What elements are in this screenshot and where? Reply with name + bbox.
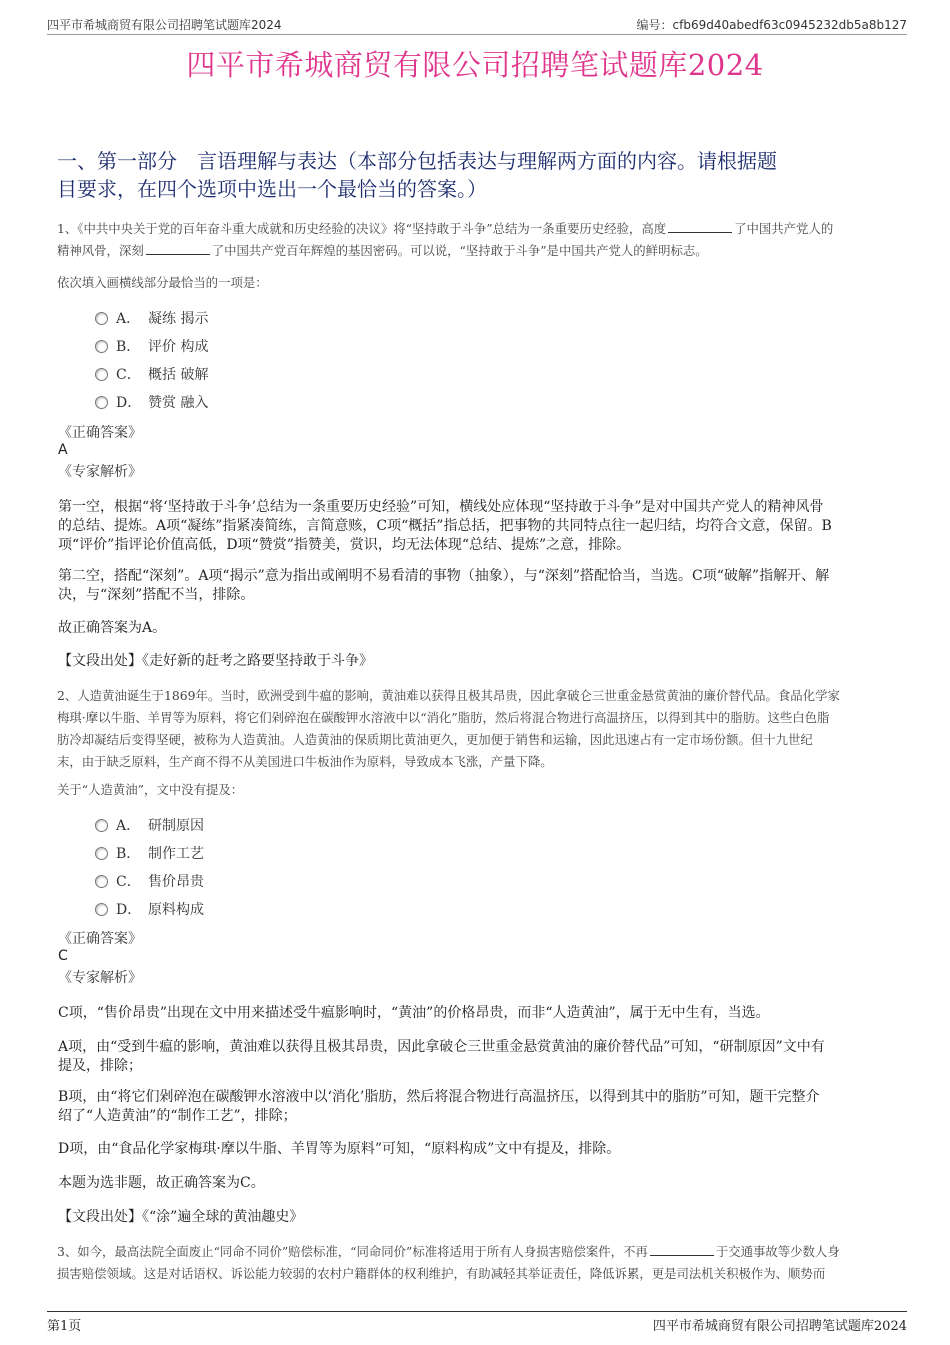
q2-answer: C [58, 948, 68, 964]
q1-option-b[interactable]: B． 评价 构成 [95, 337, 208, 357]
section-heading-line-1: 一、第一部分 言语理解与表达（本部分包括表达与理解两方面的内容。请根据题 [57, 149, 777, 173]
question-1-prompt: 依次填入画横线部分最恰当的一项是： [57, 275, 268, 290]
radio-button[interactable] [95, 396, 108, 409]
q2-analysis-b: B项，由“将它们剁碎泡在碳酸钾水溶液中以‘消化’脂肪，然后将混合物进行高温挤压，以得到其中的脂肪”可知，题干完整介 绍了“人造黄油”的“制作工艺”，排除； [58, 1089, 820, 1124]
q1-text-1b: 了中国共产党人的 [734, 221, 834, 236]
q2-option-d[interactable]: D． 原料构成 [95, 900, 204, 920]
header-title: 四平市希城商贸有限公司招聘笔试题库2024 [47, 18, 282, 32]
q2-analysis-c: C项，“售价昂贵”出现在文中用来描述受牛瘟影响时，“黄油”的价格昂贵，而非“人造黄油”，属于无中生有，当选。 [58, 1005, 770, 1021]
q2-correct-answer-label: 《正确答案》 [58, 931, 142, 947]
q3-blank-1 [650, 1241, 714, 1256]
radio-button[interactable] [95, 875, 108, 888]
q1-text-1a: 1、《中共中央关于党的百年奋斗重大成就和历史经验的决议》将“坚持敢于斗争”总结为一条重要历史经验，高度 [57, 221, 667, 236]
header-doc-id: 编号：cfb69d40abedf63c0945232db5a8b127 [636, 18, 907, 32]
q1-analysis-1: 第一空，根据“将‘坚持敢于斗争’总结为一条重要历史经验”可知，横线处应体现“坚持敢于斗争”是对中国共产党人的精神风骨 的总结、提炼。A项“凝练”指紧凑简练，言简意赅，C项“概括”指总括，把事物的共同特点往一起归结，均符合文意，保留。B 项“评价”指评论价值高低，D项“赞赏”指赞美，赏识，均无法体现“总结、提炼”之意，排除。 [58, 499, 832, 553]
radio-button[interactable] [95, 847, 108, 860]
page-title: 四平市希城商贸有限公司招聘笔试题库2024 [186, 48, 764, 82]
q1-correct-answer-label: 《正确答案》 [58, 425, 142, 441]
q1-option-a[interactable]: A． 凝练 揭示 [95, 309, 208, 329]
section-heading [57, 147, 897, 203]
q2-option-b[interactable]: B． 制作工艺 [95, 844, 204, 864]
q2-option-c[interactable]: C． 售价昂贵 [95, 872, 204, 892]
q2-analysis-a: A项，由“受到牛瘟的影响，黄油难以获得且极其昂贵，因此拿破仑三世重金悬赏黄油的廉价替代品”可知，“研制原因”文中有 提及，排除； [58, 1039, 825, 1074]
page-footer [47, 1311, 907, 1334]
radio-button[interactable] [95, 312, 108, 325]
q1-text-2a: 精神风骨，深刻 [57, 243, 144, 258]
radio-button[interactable] [95, 368, 108, 381]
q1-conclusion: 故正确答案为A。 [58, 620, 167, 636]
question-2-prompt: 关于“人造黄油”，文中没有提及： [57, 782, 244, 797]
radio-button[interactable] [95, 819, 108, 832]
question-2-stem: 2、人造黄油诞生于1869年。当时，欧洲受到牛瘟的影响，黄油难以获得且极其昂贵，因此拿破仑三世重金悬赏黄油的廉价替代品。食品化学家 梅琪·摩以牛脂、羊胃等为原料，将它们剁碎泡在碳酸钾水溶液中以“消化”脂肪，然后将混合物进行高温挤压，以得到其中的脂肪。这些白色脂 肪冷却凝结后变得坚硬，被称为人造黄油。人造黄油的保质期比黄油更久，更加便于销售和运输，因此迅速占有一定市场份额。但十九世纪 末，由于缺乏原料，生产商不得不从美国进口牛板油作为原料，导致成本飞涨，产量下降。 [57, 688, 840, 769]
q2-source: 【文段出处】《“涂”遍全球的黄油趣史》 [58, 1209, 304, 1225]
q1-analysis-2: 第二空，搭配“深刻”。A项“揭示”意为指出或阐明不易看清的事物（抽象），与“深刻”搭配恰当，当选。C项“破解”指解开、解 决，与“深刻”搭配不当，排除。 [58, 568, 830, 603]
q1-analysis-label: 《专家解析》 [58, 464, 142, 480]
q2-analysis-d: D项，由“食品化学家梅琪·摩以牛脂、羊胃等为原料”可知，“原料构成”文中有提及，排除。 [58, 1141, 621, 1157]
q1-blank-2 [146, 240, 210, 255]
section-heading-line-2: 目要求，在四个选项中选出一个最恰当的答案。） [57, 177, 487, 201]
q1-blank-1 [668, 218, 732, 233]
q1-answer: A [58, 442, 68, 458]
q2-conclusion: 本题为选非题，故正确答案为C。 [58, 1175, 265, 1191]
page-header [47, 14, 907, 35]
question-1-stem [57, 218, 897, 262]
page-number: 第1页 [47, 1319, 82, 1334]
radio-button[interactable] [95, 903, 108, 916]
q1-source: 【文段出处】《走好新的赶考之路要坚持敢于斗争》 [58, 653, 373, 669]
question-3-stem: 3、如今，最高法院全面废止“同命不同价”赔偿标准，“同命同价”标准将适用于所有人身损害赔偿案件，不再 于交通事故等少数人身 损害赔偿领域。这是对话语权、诉讼能力较弱的农村户籍群体的权利维护，有助减轻其举证责任，降低诉累，更是司法机关积极作为、顺势而 [57, 1241, 897, 1285]
q1-option-d[interactable]: D． 赞赏 融入 [95, 393, 208, 413]
radio-button[interactable] [95, 340, 108, 353]
q2-option-a[interactable]: A． 研制原因 [95, 816, 204, 836]
q1-text-2b: 了中国共产党百年辉煌的基因密码。可以说，“坚持敢于斗争”是中国共产党人的鲜明标志。 [211, 243, 708, 258]
footer-title: 四平市希城商贸有限公司招聘笔试题库2024 [652, 1319, 907, 1334]
q1-option-c[interactable]: C． 概括 破解 [95, 365, 208, 385]
q2-analysis-label: 《专家解析》 [58, 970, 142, 986]
